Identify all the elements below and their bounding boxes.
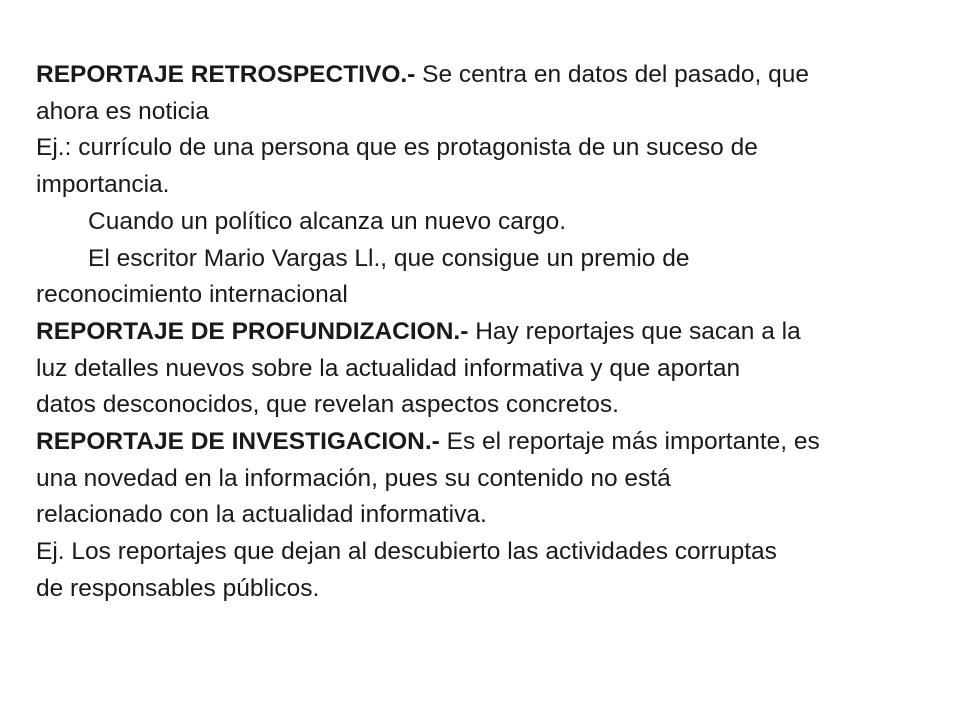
retrospectivo-example-3: Cuando un político alcanza un nuevo cargo. <box>88 207 567 235</box>
retrospectivo-heading: REPORTAJE RETROSPECTIVO.- <box>36 61 416 88</box>
investigacion-example-1: Ej. Los reportajes que dejan al descubierto las actividades corruptas <box>36 538 777 566</box>
retrospectivo-example-2: importancia. <box>36 171 170 199</box>
slide-body <box>36 57 936 608</box>
investigacion-line-3: relacionado con la actualidad informativa. <box>36 501 487 529</box>
profundizacion-line-2: luz detalles nuevos sobre la actualidad informativa y que aportan <box>36 354 741 382</box>
retrospectivo-example-4: El escritor Mario Vargas Ll., que consigue un premio de <box>88 244 690 272</box>
profundizacion-line-1 <box>36 314 936 351</box>
investigacion-line-2: una novedad en la información, pues su contenido no está <box>36 464 671 492</box>
profundizacion-heading: REPORTAJE DE PROFUNDIZACION.- <box>36 317 469 345</box>
investigacion-line-1 <box>36 424 936 461</box>
retrospectivo-description-start: Se centra en datos del pasado, que <box>415 61 809 88</box>
retrospectivo-line-2: ahora es noticia <box>36 97 209 125</box>
investigacion-description-start: Es el reportaje más importante, es <box>439 428 820 456</box>
investigacion-heading: REPORTAJE DE INVESTIGACION.- <box>36 428 440 456</box>
investigacion-example-2: de responsables públicos. <box>36 574 320 602</box>
retrospectivo-line-1 <box>36 57 936 94</box>
profundizacion-description-start: Hay reportajes que sacan a la <box>468 317 801 345</box>
retrospectivo-example-1: Ej.: currículo de una persona que es protagonista de un suceso de <box>36 134 758 162</box>
retrospectivo-example-5: reconocimiento internacional <box>36 281 348 309</box>
profundizacion-line-3: datos desconocidos, que revelan aspectos concretos. <box>36 391 619 419</box>
